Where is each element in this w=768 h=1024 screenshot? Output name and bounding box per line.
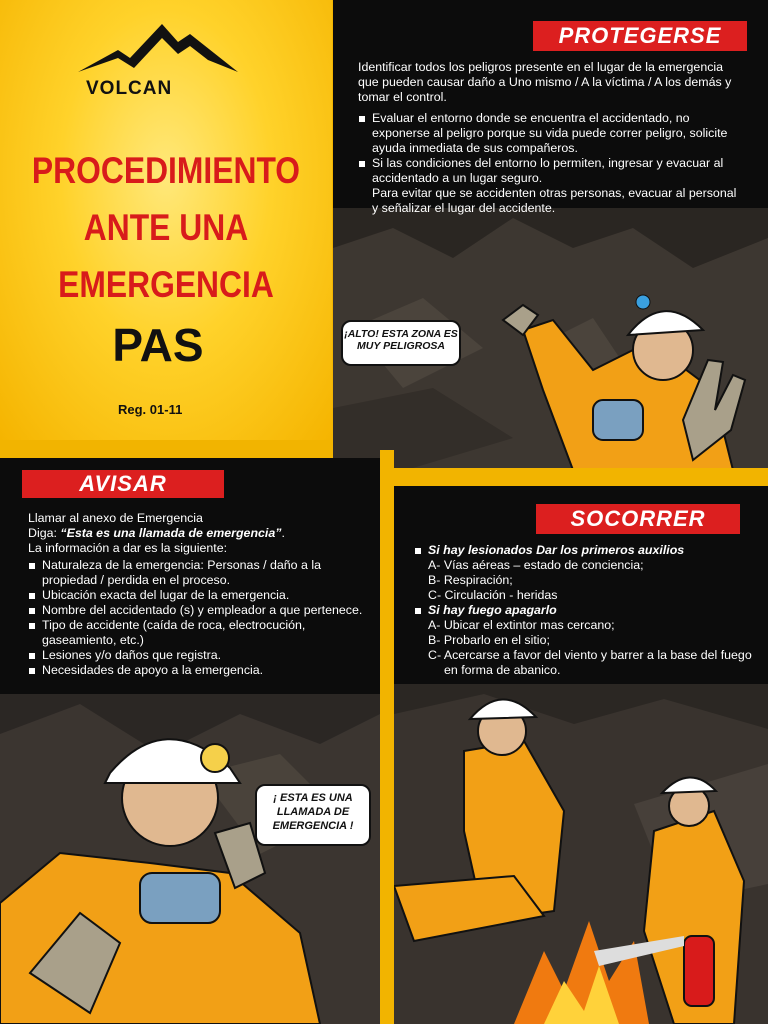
protegerse-panel [333,0,768,468]
speech-bubble-emergencia: ¡ ESTA ES UNA LLAMADA DE EMERGENCIA ! [255,784,371,846]
avisar-line-3: La información a dar es la siguiente: [28,541,228,555]
page-title [23,142,309,313]
title-line-1: PROCEDIMIENTO [31,150,301,191]
diga-prefix: Diga: [28,526,61,540]
avisar-text [28,511,363,678]
list-item: Tipo de accidente (caída de roca, electrocución, gaseamiento, etc.) [28,618,363,648]
first-aid-step: C- Circulación - heridas [428,588,558,602]
fire-step: C- Acercarse a favor del viento y barrer a la base del fuego en forma de abanico. [428,648,752,677]
list-item: Si hay fuego apagarlo [414,603,759,618]
first-aid-step: A- Vías aéreas – estado de conciencia; [428,558,644,572]
socorrer-text [414,543,759,678]
diga-quote: “Esta es una llamada de emergencia” [60,526,282,540]
speech-bubble-alto: ¡ALTO! ESTA ZONA ES MUY PELIGROSA [341,320,461,366]
miner-phone-illustration [0,713,380,1024]
avisar-diga [28,526,363,541]
first-aid-step: B- Respiración; [428,573,513,587]
registration-number: Reg. 01-11 [118,402,183,417]
fire-step: A- Ubicar el extintor mas cercano; [428,618,615,632]
socorrer-heading: SOCORRER [536,504,740,534]
socorrer-panel [394,486,768,1024]
list-item: Ubicación exacta del lugar de la emergencia. [28,588,363,603]
list-item: Nombre del accidentado (s) y empleador a que pertenece. [28,603,363,618]
avisar-line-1: Llamar al anexo de Emergencia [28,511,203,525]
list-item: Si las condiciones del entorno lo permiten, ingresar y evacuar al accidentado a un lugar seguro. [358,156,743,186]
list-item: Evaluar el entorno donde se encuentra el accidentado, no exponerse al peligro porque su vida puede correr peligro, solicite ayuda inmediata de sus compañeros. [358,111,743,156]
protegerse-heading: PROTEGERSE [533,21,747,51]
avisar-heading: AVISAR [22,470,224,498]
miner-illustration [483,280,768,468]
volcan-logo [78,20,248,100]
title-panel [0,0,332,440]
list-item: Necesidades de apoyo a la emergencia. [28,663,363,678]
fire-step: B- Probarlo en el sitio; [428,633,550,647]
list-item: Si hay lesionados Dar los primeros auxilios [414,543,759,558]
rescue-illustration [394,681,768,1024]
panel-divider [380,450,394,1024]
protegerse-intro: Identificar todos los peligros presente en el lugar de la emergencia que pueden causar daño a Uno mismo / A la víctima / A los demás y tomar el control. [358,60,732,104]
list-item: Naturaleza de la emergencia: Personas / daño a la propiedad / perdida en el proceso. [28,558,363,588]
title-line-3: EMERGENCIA [58,264,274,305]
mountain-icon [78,20,248,80]
diga-suffix: . [281,526,285,540]
panel-divider [394,468,768,486]
protegerse-text [358,60,743,216]
protegerse-extra: Para evitar que se accidenten otras personas, evacuar al personal y señalizar el lugar del accidente. [372,186,737,215]
title-line-2: ANTE UNA [83,207,249,248]
avisar-panel [0,458,380,1024]
list-item: Lesiones y/o daños que registra. [28,648,363,663]
procedure-code: PAS [112,319,204,371]
brand-name: VOLCAN [86,78,173,99]
